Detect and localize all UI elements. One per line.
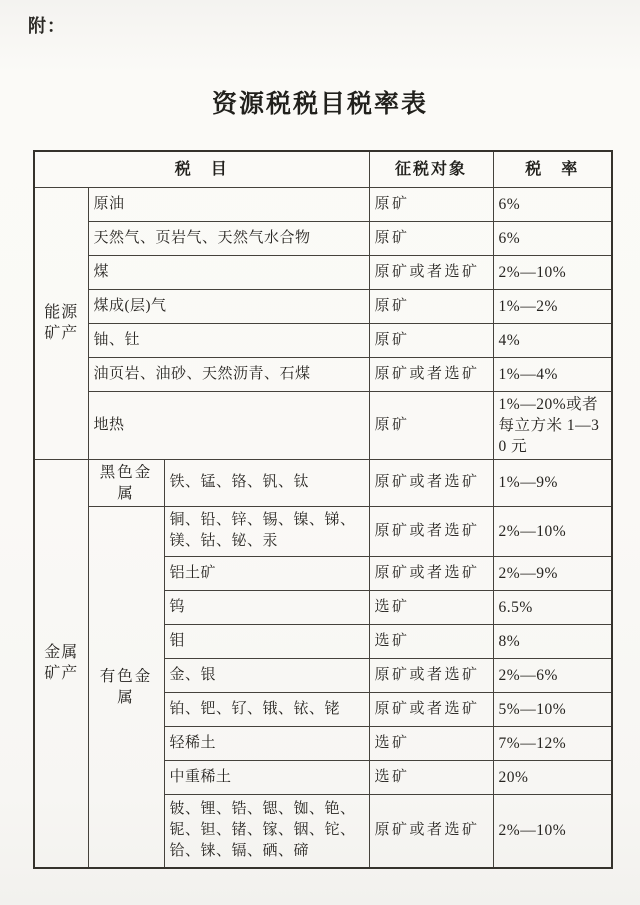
subcategory-cell-ferrous: 黑色金属 xyxy=(88,459,164,506)
rate-cell: 6% xyxy=(493,221,612,255)
rate-cell: 2%—10% xyxy=(493,794,612,868)
object-cell: 原矿或者选矿 xyxy=(369,556,493,590)
rate-cell: 2%—6% xyxy=(493,658,612,692)
rate-cell: 6.5% xyxy=(493,590,612,624)
object-cell: 原矿 xyxy=(369,221,493,255)
table-header-row xyxy=(34,151,612,187)
rate-cell: 1%—9% xyxy=(493,459,612,506)
item-cell: 原油 xyxy=(88,187,369,221)
rate-cell: 7%—12% xyxy=(493,726,612,760)
item-cell: 铁、锰、铬、钒、钛 xyxy=(164,459,369,506)
object-cell: 原矿或者选矿 xyxy=(369,658,493,692)
object-cell: 原矿 xyxy=(369,391,493,459)
rate-cell: 1%—2% xyxy=(493,289,612,323)
object-cell: 原矿 xyxy=(369,187,493,221)
object-cell: 原矿或者选矿 xyxy=(369,692,493,726)
item-cell: 地热 xyxy=(88,391,369,459)
rate-cell: 2%—10% xyxy=(493,255,612,289)
header-rate: 税 率 xyxy=(493,151,612,187)
table-row xyxy=(34,459,612,506)
table-row xyxy=(34,506,612,556)
item-cell: 钼 xyxy=(164,624,369,658)
item-cell: 中重稀土 xyxy=(164,760,369,794)
rate-cell: 5%—10% xyxy=(493,692,612,726)
item-cell: 轻稀土 xyxy=(164,726,369,760)
subcategory-cell-nonferrous: 有色金属 xyxy=(88,506,164,868)
object-cell: 原矿 xyxy=(369,323,493,357)
item-cell: 钨 xyxy=(164,590,369,624)
item-cell: 铂、钯、钌、锇、铱、铑 xyxy=(164,692,369,726)
object-cell: 选矿 xyxy=(369,760,493,794)
header-item: 税 目 xyxy=(34,151,369,187)
item-cell: 煤成(层)气 xyxy=(88,289,369,323)
table-row xyxy=(34,323,612,357)
object-cell: 原矿或者选矿 xyxy=(369,794,493,868)
rate-cell: 1%—20%或者每立方米 1—30 元 xyxy=(493,391,612,459)
table-row xyxy=(34,255,612,289)
table-row xyxy=(34,391,612,459)
item-cell: 煤 xyxy=(88,255,369,289)
rate-cell: 2%—9% xyxy=(493,556,612,590)
object-cell: 原矿或者选矿 xyxy=(369,357,493,391)
object-cell: 原矿 xyxy=(369,289,493,323)
object-cell: 选矿 xyxy=(369,726,493,760)
object-cell: 原矿或者选矿 xyxy=(369,459,493,506)
item-cell: 铜、铅、锌、锡、镍、锑、镁、钴、铋、汞 xyxy=(164,506,369,556)
page-title: 资源税税目税率表 xyxy=(211,91,428,118)
rate-cell: 6% xyxy=(493,187,612,221)
item-cell: 铀、钍 xyxy=(88,323,369,357)
object-cell: 原矿或者选矿 xyxy=(369,506,493,556)
table-row xyxy=(34,221,612,255)
attachment-label: 附： xyxy=(28,16,66,36)
item-cell: 金、银 xyxy=(164,658,369,692)
rate-cell: 1%—4% xyxy=(493,357,612,391)
header-object: 征税对象 xyxy=(369,151,493,187)
item-cell: 铍、锂、锆、锶、铷、铯、铌、钽、锗、镓、铟、铊、铪、铼、镉、硒、碲 xyxy=(164,794,369,868)
rate-cell: 4% xyxy=(493,323,612,357)
item-cell: 铝土矿 xyxy=(164,556,369,590)
category-cell-energy: 能源矿产 xyxy=(34,187,88,459)
item-cell: 天然气、页岩气、天然气水合物 xyxy=(88,221,369,255)
category-cell-metal: 金属矿产 xyxy=(34,459,88,868)
rate-cell: 2%—10% xyxy=(493,506,612,556)
object-cell: 原矿或者选矿 xyxy=(369,255,493,289)
object-cell: 选矿 xyxy=(369,624,493,658)
table-row xyxy=(34,187,612,221)
rate-cell: 20% xyxy=(493,760,612,794)
table-row xyxy=(34,289,612,323)
item-cell: 油页岩、油砂、天然沥青、石煤 xyxy=(88,357,369,391)
tax-rate-table xyxy=(33,150,613,869)
object-cell: 选矿 xyxy=(369,590,493,624)
rate-cell: 8% xyxy=(493,624,612,658)
table-row xyxy=(34,357,612,391)
